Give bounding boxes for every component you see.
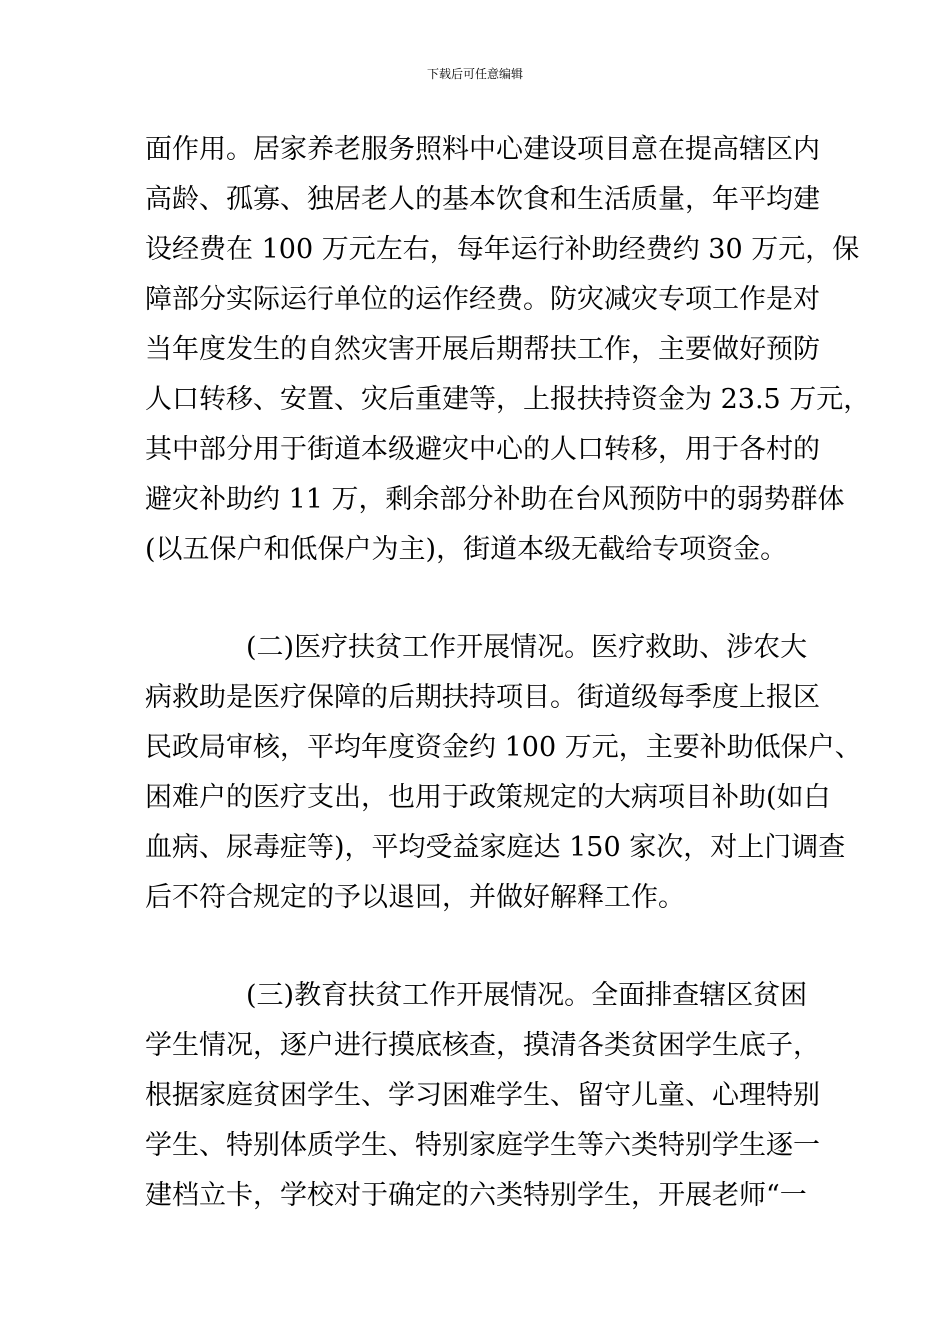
text-line: 困难户的医疗支出，也用于政策规定的大病项目补助(如白 — [145, 782, 831, 813]
text-line: 建档立卡，学校对于确定的六类特别学生，开展老师“一 — [145, 1180, 807, 1211]
text-line: 后不符合规定的予以退回，并做好解释工作。 — [145, 882, 685, 913]
text-line: 障部分实际运行单位的运作经费。防灾减灾专项工作是对 — [145, 284, 820, 315]
text-line: 根据家庭贫困学生、学习困难学生、留守儿童、心理特别 — [145, 1080, 820, 1111]
text-line: 血病、尿毒症等)，平均受益家庭达 150 家次，对上门调查 — [145, 832, 846, 863]
text-line: 当年度发生的自然灾害开展后期帮扶工作，主要做好预防 — [145, 334, 820, 365]
text-line: 高龄、孤寡、独居老人的基本饮食和生活质量，年平均建 — [145, 184, 820, 215]
text-line: 避灾补助约 11 万，剩余部分补助在台风预防中的弱势群体 — [145, 484, 845, 515]
text-line: (二)医疗扶贫工作开展情况。医疗救助、涉农大 — [246, 632, 808, 663]
text-line: 学生情况，逐户进行摸底核查，摸清各类贫困学生底子， — [145, 1030, 820, 1061]
text-line: 面作用。居家养老服务照料中心建设项目意在提高辖区内 — [145, 134, 820, 165]
text-line: 民政局审核，平均年度资金约 100 万元，主要补助低保户、 — [145, 732, 862, 763]
text-line: 学生、特别体质学生、特别家庭学生等六类特别学生逐一 — [145, 1130, 820, 1161]
text-line: 其中部分用于街道本级避灾中心的人口转移，用于各村的 — [145, 434, 820, 465]
text-line: 设经费在 100 万元左右，每年运行补助经费约 30 万元，保 — [145, 234, 860, 265]
text-line: 人口转移、安置、灾后重建等，上报扶持资金为 23.5 万元， — [145, 384, 871, 415]
page-header: 下载后可任意编辑 — [426, 67, 523, 81]
text-line: (以五保户和低保户为主)，街道本级无截给专项资金。 — [145, 534, 788, 565]
text-line: (三)教育扶贫工作开展情况。全面排查辖区贫困 — [246, 980, 808, 1011]
text-line: 病救助是医疗保障的后期扶持项目。街道级每季度上报区 — [145, 682, 820, 713]
